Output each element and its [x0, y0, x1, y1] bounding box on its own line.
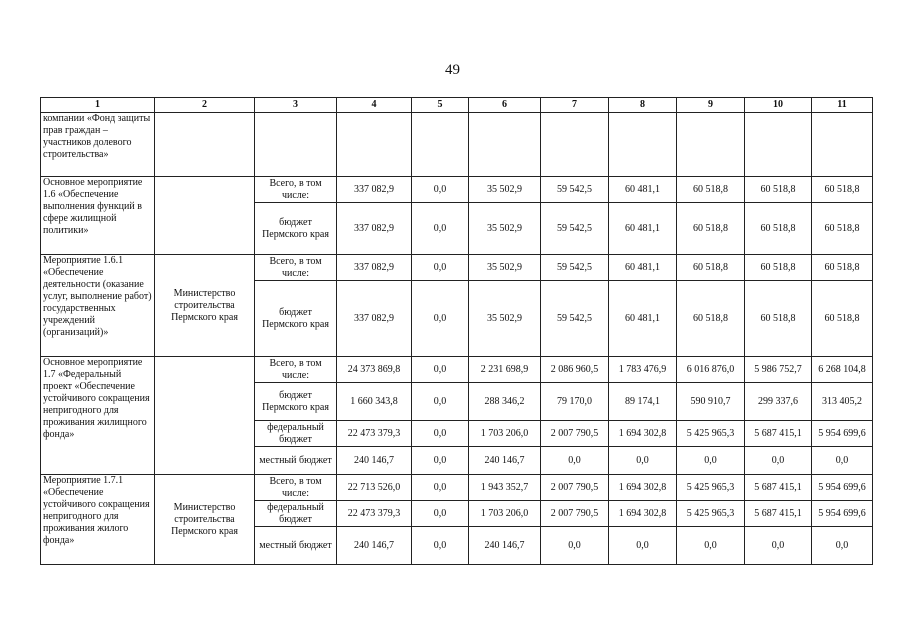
empty-cell — [745, 113, 812, 177]
value-cell: 1 703 206,0 — [469, 501, 541, 527]
value-cell: 337 082,9 — [337, 255, 412, 281]
value-cell: 60 518,8 — [677, 203, 745, 255]
source-cell: Всего, в том числе: — [255, 357, 337, 383]
executor-cell: Министерство строительства Пермского края — [155, 255, 255, 357]
table-header-row — [41, 98, 873, 113]
value-cell: 5 687 415,1 — [745, 501, 812, 527]
value-cell: 1 703 206,0 — [469, 421, 541, 447]
value-cell: 60 518,8 — [745, 177, 812, 203]
value-cell: 0,0 — [412, 357, 469, 383]
source-cell: местный бюджет — [255, 527, 337, 565]
value-cell: 0,0 — [541, 447, 609, 475]
value-cell: 22 473 379,3 — [337, 421, 412, 447]
value-cell: 0,0 — [412, 447, 469, 475]
value-cell: 240 146,7 — [469, 447, 541, 475]
value-cell: 5 425 965,3 — [677, 421, 745, 447]
source-cell: Всего, в том числе: — [255, 475, 337, 501]
empty-cell — [469, 113, 541, 177]
value-cell: 0,0 — [745, 527, 812, 565]
value-cell: 337 082,9 — [337, 281, 412, 357]
value-cell: 5 954 699,6 — [812, 501, 873, 527]
source-cell: Всего, в том числе: — [255, 177, 337, 203]
column-header: 11 — [812, 98, 873, 113]
value-cell: 590 910,7 — [677, 383, 745, 421]
column-header: 1 — [41, 98, 155, 113]
value-cell: 1 694 302,8 — [609, 475, 677, 501]
value-cell: 22 713 526,0 — [337, 475, 412, 501]
value-cell: 2 007 790,5 — [541, 501, 609, 527]
value-cell: 6 268 104,8 — [812, 357, 873, 383]
empty-cell — [337, 113, 412, 177]
empty-cell — [155, 113, 255, 177]
source-cell: местный бюджет — [255, 447, 337, 475]
value-cell: 0,0 — [677, 527, 745, 565]
empty-cell — [677, 113, 745, 177]
value-cell: 5 425 965,3 — [677, 501, 745, 527]
value-cell: 0,0 — [412, 281, 469, 357]
table-row — [41, 357, 873, 383]
value-cell: 60 481,1 — [609, 281, 677, 357]
empty-cell — [609, 113, 677, 177]
value-cell: 60 518,8 — [745, 281, 812, 357]
source-cell: бюджет Пермского края — [255, 203, 337, 255]
value-cell: 5 986 752,7 — [745, 357, 812, 383]
value-cell: 2 231 698,9 — [469, 357, 541, 383]
page-number: 49 — [445, 62, 460, 78]
value-cell: 5 954 699,6 — [812, 421, 873, 447]
value-cell: 35 502,9 — [469, 281, 541, 357]
measure-name-cell: Мероприятие 1.6.1 «Обеспечение деятельности (оказание услуг, выполнение работ) государственных учреждений (организаций)» — [41, 255, 155, 357]
value-cell: 288 346,2 — [469, 383, 541, 421]
value-cell: 240 146,7 — [469, 527, 541, 565]
table-row — [41, 475, 873, 501]
value-cell: 35 502,9 — [469, 255, 541, 281]
value-cell: 60 481,1 — [609, 255, 677, 281]
source-cell: федеральный бюджет — [255, 501, 337, 527]
value-cell: 35 502,9 — [469, 203, 541, 255]
column-header: 3 — [255, 98, 337, 113]
column-header: 7 — [541, 98, 609, 113]
program-financing-table — [40, 97, 873, 565]
value-cell: 0,0 — [541, 527, 609, 565]
value-cell: 1 660 343,8 — [337, 383, 412, 421]
value-cell: 0,0 — [677, 447, 745, 475]
value-cell: 59 542,5 — [541, 203, 609, 255]
value-cell: 1 943 352,7 — [469, 475, 541, 501]
value-cell: 0,0 — [745, 447, 812, 475]
value-cell: 299 337,6 — [745, 383, 812, 421]
value-cell: 22 473 379,3 — [337, 501, 412, 527]
column-header: 9 — [677, 98, 745, 113]
value-cell: 0,0 — [609, 447, 677, 475]
value-cell: 59 542,5 — [541, 281, 609, 357]
value-cell: 60 518,8 — [677, 281, 745, 357]
column-header: 10 — [745, 98, 812, 113]
value-cell: 313 405,2 — [812, 383, 873, 421]
value-cell: 0,0 — [412, 177, 469, 203]
value-cell: 0,0 — [412, 203, 469, 255]
column-header: 4 — [337, 98, 412, 113]
measure-name-cell: Основное мероприятие 1.6 «Обеспечение выполнения функций в сфере жилищной политики» — [41, 177, 155, 255]
table-row — [41, 113, 873, 177]
value-cell: 0,0 — [412, 527, 469, 565]
value-cell: 60 518,8 — [745, 203, 812, 255]
value-cell: 0,0 — [412, 501, 469, 527]
value-cell: 240 146,7 — [337, 447, 412, 475]
value-cell: 60 518,8 — [677, 255, 745, 281]
value-cell: 240 146,7 — [337, 527, 412, 565]
value-cell: 2 086 960,5 — [541, 357, 609, 383]
column-header: 5 — [412, 98, 469, 113]
executor-cell — [155, 357, 255, 475]
value-cell: 0,0 — [812, 527, 873, 565]
source-cell: бюджет Пермского края — [255, 383, 337, 421]
measure-name-cell: компании «Фонд защиты прав граждан – участников долевого строительства» — [41, 113, 155, 177]
value-cell: 1 694 302,8 — [609, 501, 677, 527]
value-cell: 1 783 476,9 — [609, 357, 677, 383]
value-cell: 0,0 — [812, 447, 873, 475]
value-cell: 0,0 — [412, 475, 469, 501]
value-cell: 60 518,8 — [812, 203, 873, 255]
column-header: 8 — [609, 98, 677, 113]
value-cell: 79 170,0 — [541, 383, 609, 421]
empty-cell — [255, 113, 337, 177]
value-cell: 0,0 — [609, 527, 677, 565]
value-cell: 6 016 876,0 — [677, 357, 745, 383]
value-cell: 60 481,1 — [609, 177, 677, 203]
table-row — [41, 255, 873, 281]
value-cell: 60 518,8 — [812, 281, 873, 357]
value-cell: 1 694 302,8 — [609, 421, 677, 447]
empty-cell — [412, 113, 469, 177]
measure-name-cell: Мероприятие 1.7.1 «Обеспечение устойчивого сокращения непригодного для проживания жилого фонда» — [41, 475, 155, 565]
column-header: 6 — [469, 98, 541, 113]
value-cell: 60 518,8 — [677, 177, 745, 203]
table-row — [41, 177, 873, 203]
value-cell: 337 082,9 — [337, 177, 412, 203]
source-cell: федеральный бюджет — [255, 421, 337, 447]
value-cell: 60 518,8 — [812, 177, 873, 203]
value-cell: 2 007 790,5 — [541, 421, 609, 447]
value-cell: 60 518,8 — [745, 255, 812, 281]
executor-cell — [155, 177, 255, 255]
value-cell: 59 542,5 — [541, 255, 609, 281]
value-cell: 35 502,9 — [469, 177, 541, 203]
measure-name-cell: Основное мероприятие 1.7 «Федеральный проект «Обеспечение устойчивого сокращения непригодного для проживания жилищного фонда» — [41, 357, 155, 475]
value-cell: 0,0 — [412, 421, 469, 447]
value-cell: 5 954 699,6 — [812, 475, 873, 501]
value-cell: 5 687 415,1 — [745, 421, 812, 447]
value-cell: 24 373 869,8 — [337, 357, 412, 383]
value-cell: 5 687 415,1 — [745, 475, 812, 501]
value-cell: 5 425 965,3 — [677, 475, 745, 501]
source-cell: Всего, в том числе: — [255, 255, 337, 281]
value-cell: 2 007 790,5 — [541, 475, 609, 501]
value-cell: 337 082,9 — [337, 203, 412, 255]
value-cell: 59 542,5 — [541, 177, 609, 203]
column-header: 2 — [155, 98, 255, 113]
executor-cell: Министерство строительства Пермского края — [155, 475, 255, 565]
value-cell: 0,0 — [412, 255, 469, 281]
value-cell: 89 174,1 — [609, 383, 677, 421]
value-cell: 60 518,8 — [812, 255, 873, 281]
source-cell: бюджет Пермского края — [255, 281, 337, 357]
empty-cell — [541, 113, 609, 177]
value-cell: 60 481,1 — [609, 203, 677, 255]
empty-cell — [812, 113, 873, 177]
value-cell: 0,0 — [412, 383, 469, 421]
